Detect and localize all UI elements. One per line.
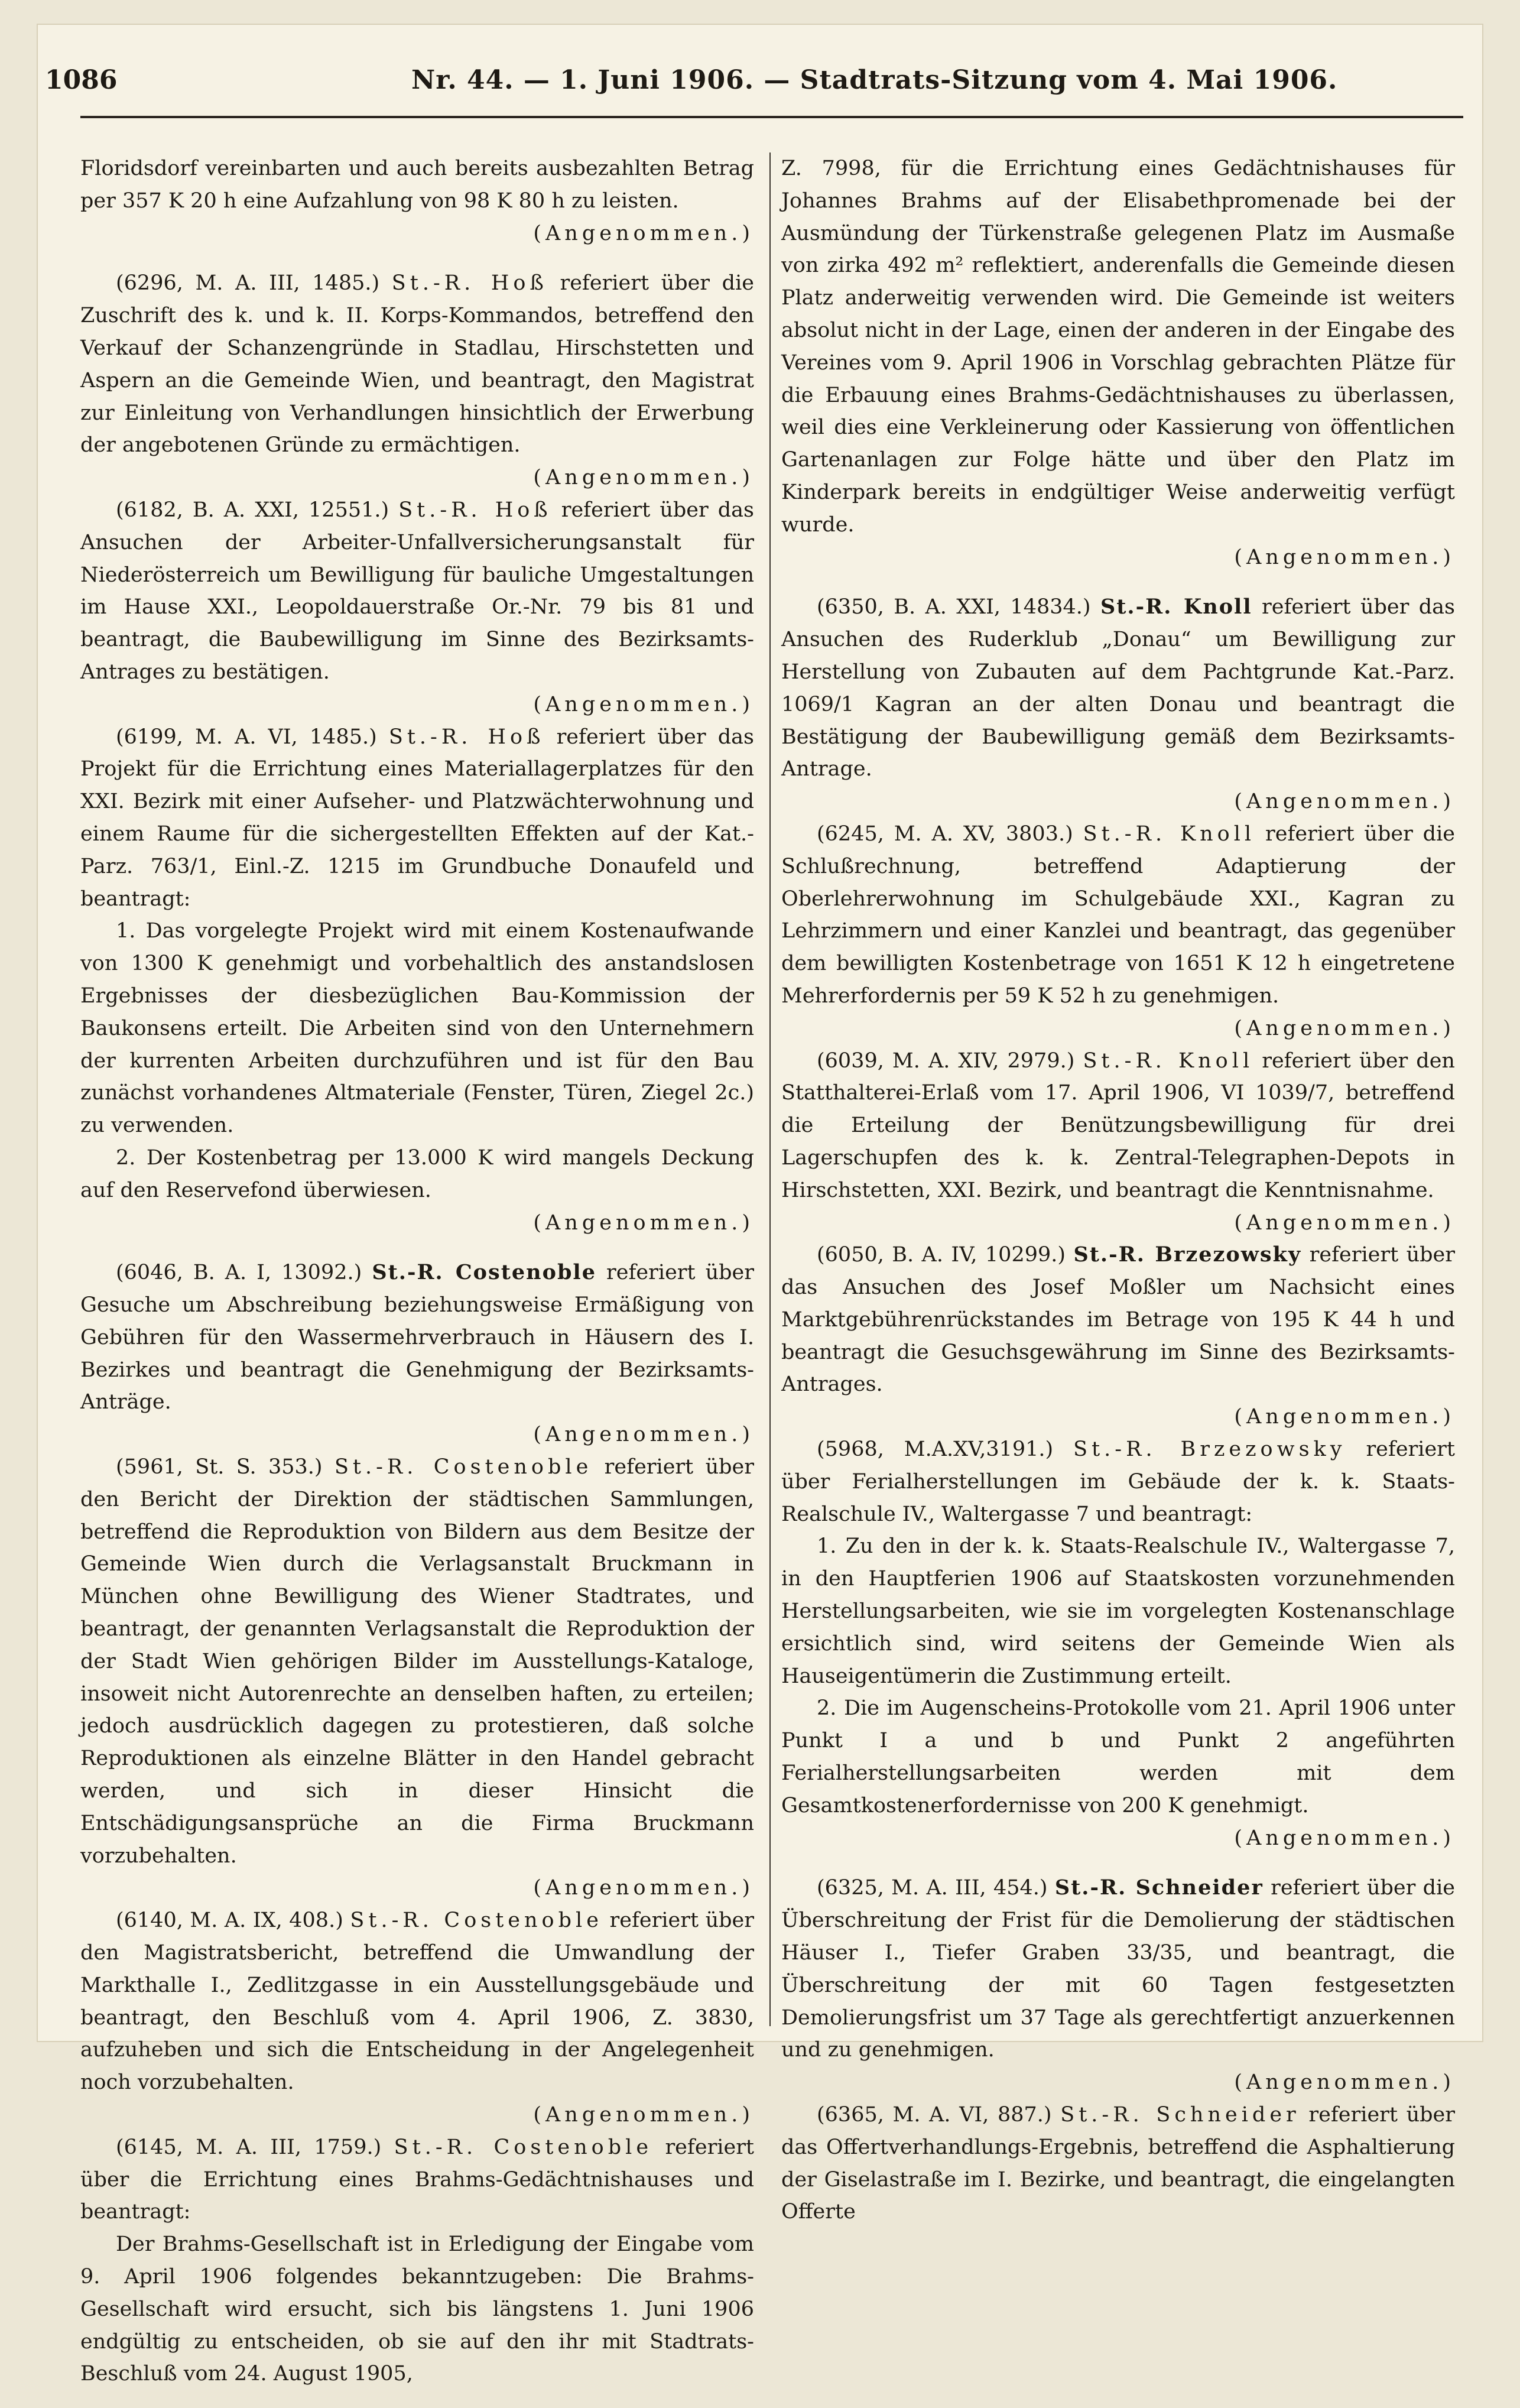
speaker-name: St.-R. Costenoble bbox=[394, 2135, 653, 2159]
continuation-paragraph bbox=[781, 152, 1455, 573]
resolution-paragraph bbox=[80, 1451, 754, 1904]
paragraph-text: referiert über das Ansuchen des Ruderklub „Donau“ um Bewilligung zur Herstellung von Zubauten auf dem Pachtgrunde Kat.-Parz. 1069/1 Kagran an der alten Donau und beantragt die Bestätigung der Baubewilligung gemäß dem Bezirksamts-Antrage. bbox=[781, 595, 1455, 781]
list-item: 1. Das vorgelegte Projekt wird mit einem Kostenaufwande von 1300 K genehmigt und vorbehaltlich des anstandslosen Ergebnisses der diesbezüglichen Bau-Kommission der Baukonsens erteilt. Die Arbeiten sind von den Unternehmern der kurrenten Arbeiten durchzuführen und ist für den Bau zunächst vorhandenes Altmateriale (Fenster, Türen, Ziegel 2c.) zu verwenden. bbox=[80, 919, 754, 1138]
list-item: 1. Zu den in der k. k. Staats-Realschule IV., Waltergasse 7, in den Hauptferien 1906 auf Staatskosten vorzunehmenden Herstellungsarbeiten, wie sie im vorgelegten Kostenanschlage ersichtlich sind, wird seitens der Gemeinde Wien als Hauseigentümerin die Zustimmung erteilt. bbox=[781, 1534, 1455, 1688]
header-rule bbox=[80, 116, 1463, 118]
paragraph-text: referiert über das Projekt für die Errichtung eines Materiallagerplatzes für den XXI. Bezirk mit einer Aufseher- und Platzwächterwohnung und einem Raume für die sichergestellten Effekten auf der Kat.-Parz. 763/1, Einl.-Z. 1215 im Grundbuche Donaufeld und beantragt: bbox=[80, 725, 754, 911]
file-reference: (6245, M. A. XV, 3803.) bbox=[817, 822, 1073, 846]
list-item: 2. Die im Augenscheins-Protokolle vom 21. April 1906 unter Punkt I a und b und Punkt 2 angeführten Ferialherstellungsarbeiten werden mit dem Gesamtkostenerfordernisse von 200 K genehmigt. bbox=[781, 1696, 1455, 1818]
status-accepted: (Angenommen.) bbox=[1234, 1211, 1455, 1235]
file-reference: (6050, B. A. IV, 10299.) bbox=[817, 1243, 1066, 1267]
speaker-name: St.-R. Schneider bbox=[1054, 1875, 1264, 1900]
file-reference: (6350, B. A. XXI, 14834.) bbox=[817, 595, 1091, 619]
paragraph-text: referiert über die Schlußrechnung, betreffend Adaptierung der Oberlehrerwohnung im Schulgebäude XXI., Kagran zu Lehrzimmern und einer Kanzlei und beantragt, das gegenüber dem bewilligten Kostenbetrage von 1651 K 12 h eingetretene Mehrerfordernis per 59 K 52 h zu genehmigen. bbox=[781, 822, 1455, 1008]
resolution-paragraph bbox=[781, 1045, 1455, 1239]
status-accepted: (Angenommen.) bbox=[533, 221, 754, 245]
speaker-name: St.-R. Brzezowsky bbox=[1073, 1437, 1346, 1462]
page-number: 1086 bbox=[45, 65, 118, 95]
file-reference: (6046, B. A. I, 13092.) bbox=[116, 1261, 362, 1285]
speaker-name: St.-R. Knoll bbox=[1083, 822, 1256, 846]
status-accepted: (Angenommen.) bbox=[1234, 545, 1455, 569]
speaker-name: St.-R. Schneider bbox=[1060, 2103, 1300, 2127]
paragraph-text: Z. 7998, für die Errichtung eines Gedächtnishauses für Johannes Brahms auf der Elisabethpromenade bei der Ausmündung der Türkenstraße gelegenen Platz im Ausmaße von zirka 492 m² reflektiert, anderenfalls die Gemeinde diesen Platz anderweitig verwenden wird. Die Gemeinde ist weiters absolut nicht in der Lage, einen der anderen in der Eingabe des Vereines vom 9. April 1906 in Vorschlag gebrachten Plätze für die Erbauung eines Brahms-Gedächtnishauses zu überlassen, weil dies eine Verkleinerung oder Kassierung von öffentlichen Gartenanlagen zur Folge hätte und über den Platz im Kinderpark bereits in endgültiger Weise anderweitig verfügt wurde. bbox=[781, 157, 1455, 537]
paragraph-text: referiert über den Statthalterei-Erlaß vom 17. April 1906, VI 1039/7, betreffend die Erteilung der Benützungsbewilligung für drei Lagerschupfen des k. k. Zentral-Telegraphen-Depots in Hirschstetten, XXI. Bezirk, und beantragt die Kenntnisnahme. bbox=[781, 1049, 1455, 1202]
status-accepted: (Angenommen.) bbox=[533, 2103, 754, 2127]
list-item: 2. Der Kostenbetrag per 13.000 K wird mangels Deckung auf den Reservefond überwiesen. bbox=[80, 1145, 754, 1202]
status-accepted: (Angenommen.) bbox=[533, 1876, 754, 1900]
speaker-name: St.-R. Hoß bbox=[398, 498, 552, 522]
status-accepted: (Angenommen.) bbox=[533, 692, 754, 716]
left-column bbox=[80, 152, 754, 2408]
paragraph-text: referiert über den Magistratsbericht, betreffend die Umwandlung der Markthalle I., Zedlitzgasse in ein Ausstellungsgebäude und beantragt, den Beschluß vom 4. April 1906, Z. 3830, aufzuheben und sich die Entscheidung in der Angelegenheit noch vorzubehalten. bbox=[80, 1909, 754, 2095]
column-divider bbox=[769, 152, 771, 2026]
status-accepted: (Angenommen.) bbox=[533, 1423, 754, 1447]
resolution-paragraph bbox=[80, 2131, 754, 2390]
paragraph-text: referiert über die Überschreitung der Frist für die Demolierung der städtischen Häuser I., Tiefer Graben 33/35, und beantragt, die Überschreitung der mit 60 Tagen festgesetzten Demolierungsfrist um 37 Tage als gerechtfertigt anzuerkennen und zu genehmigen. bbox=[781, 1876, 1455, 2062]
paragraph-text: referiert über Gesuche um Abschreibung beziehungsweise Ermäßigung von Gebühren für den Wassermehrverbrauch in Häusern des I. Bezirkes und beantragt die Genehmigung der Bezirksamts-Anträge. bbox=[80, 1261, 754, 1414]
paragraph-text: referiert über Ferialherstellungen im Gebäude der k. k. Staats-Realschule IV., Waltergasse 7 und beantragt: bbox=[781, 1437, 1455, 1526]
speaker-name: St.-R. Costenoble bbox=[334, 1455, 593, 1479]
file-reference: (5968, M.A.XV,3191.) bbox=[817, 1437, 1054, 1462]
resolution-paragraph bbox=[781, 1872, 1455, 2099]
file-reference: (6140, M. A. IX, 408.) bbox=[116, 1909, 343, 1933]
paragraph-text: referiert über die Zuschrift des k. und k. II. Korps-Kommandos, betreffend den Verkauf der Schanzengründe in Stadlau, Hirschstetten und Aspern an die Gemeinde Wien, und beantragt, den Magistrat zur Einleitung von Verhandlungen hinsichtlich der Erwerbung der angebotenen Gründe zu ermächtigen. bbox=[80, 271, 754, 457]
file-reference: (5961, St. S. 353.) bbox=[116, 1455, 323, 1479]
status-accepted: (Angenommen.) bbox=[1234, 1826, 1455, 1850]
speaker-name: St.-R. Hoß bbox=[388, 725, 545, 749]
file-reference: (6199, M. A. VI, 1485.) bbox=[116, 725, 377, 749]
status-accepted: (Angenommen.) bbox=[533, 1211, 754, 1235]
file-reference: (6182, B. A. XXI, 12551.) bbox=[116, 498, 389, 522]
resolution-paragraph bbox=[781, 2099, 1455, 2228]
file-reference: (6296, M. A. III, 1485.) bbox=[116, 271, 380, 296]
header-title: Nr. 44. — 1. Juni 1906. — Stadtrats-Sitzung vom 4. Mai 1906. bbox=[411, 65, 1338, 95]
resolution-paragraph bbox=[80, 721, 754, 1239]
paragraph-text: referiert über das Ansuchen der Arbeiter-Unfallversicherungsanstalt für Niederösterreich um Bewilligung für bauliche Umgestaltungen im Hause XXI., Leopoldauerstraße Or.-Nr. 79 bis 81 und beantragt, die Baubewilligung im Sinne des Bezirksamts-Antrages zu bestätigen. bbox=[80, 498, 754, 684]
speaker-name: St.-R. Costenoble bbox=[350, 1909, 603, 1933]
paragraph-text: Floridsdorf vereinbarten und auch bereits ausbezahlten Betrag per 357 K 20 h eine Aufzahlung von 98 K 80 h zu leisten. bbox=[80, 157, 754, 213]
paragraph-body: Der Brahms-Gesellschaft ist in Erledigung der Eingabe vom 9. April 1906 folgendes bekanntzugeben: Die Brahms-Gesellschaft wird ersucht, sich bis längstens 1. Juni 1906 endgültig zu entscheiden, ob sie auf den ihr mit Stadtrats-Beschluß vom 24. August 1905, bbox=[80, 2232, 754, 2386]
paragraph-text: referiert über das Ansuchen des Josef Moßler um Nachsicht eines Marktgebührenrückstandes im Betrage von 195 K 44 h und beantragt die Gesuchsgewährung im Sinne des Bezirksamts-Antrages. bbox=[781, 1243, 1455, 1397]
resolution-paragraph bbox=[781, 591, 1455, 818]
speaker-name: St.-R. Hoß bbox=[391, 271, 548, 296]
status-accepted: (Angenommen.) bbox=[1234, 1405, 1455, 1429]
file-reference: (6365, M. A. VI, 887.) bbox=[817, 2103, 1052, 2127]
status-accepted: (Angenommen.) bbox=[533, 466, 754, 490]
resolution-paragraph bbox=[781, 1433, 1455, 1854]
paragraph-text: referiert über das Offertverhandlungs-Ergebnis, betreffend die Asphaltierung der Giselastraße im I. Bezirke, und beantragt, die eingelangten Offerte bbox=[781, 2103, 1455, 2224]
resolution-paragraph bbox=[80, 494, 754, 721]
file-reference: (6325, M. A. III, 454.) bbox=[817, 1876, 1048, 1900]
resolution-paragraph bbox=[781, 818, 1455, 1045]
resolution-paragraph bbox=[80, 1257, 754, 1451]
speaker-name: St.-R. Knoll bbox=[1083, 1049, 1254, 1073]
paragraph-text: referiert über die Errichtung eines Brahms-Gedächtnishauses und beantragt: bbox=[80, 2135, 754, 2224]
speaker-name: St.-R. Costenoble bbox=[372, 1260, 596, 1285]
resolution-paragraph bbox=[781, 1239, 1455, 1433]
speaker-name: St.-R. Knoll bbox=[1100, 595, 1252, 619]
speaker-name: St.-R. Brzezowsky bbox=[1073, 1242, 1302, 1267]
status-accepted: (Angenommen.) bbox=[1234, 2071, 1455, 2095]
status-accepted: (Angenommen.) bbox=[1234, 790, 1455, 814]
continuation-paragraph bbox=[80, 152, 754, 249]
status-accepted: (Angenommen.) bbox=[1234, 1016, 1455, 1040]
page-header bbox=[45, 65, 1463, 112]
resolution-paragraph bbox=[80, 267, 754, 494]
file-reference: (6039, M. A. XIV, 2979.) bbox=[817, 1049, 1075, 1073]
right-column bbox=[781, 152, 1455, 2228]
file-reference: (6145, M. A. III, 1759.) bbox=[116, 2135, 382, 2159]
resolution-paragraph bbox=[80, 1904, 754, 2131]
paragraph-text: referiert über den Bericht der Direktion der städtischen Sammlungen, betreffend die Reproduktion von Bildern aus dem Besitze der Gemeinde Wien durch die Verlagsanstalt Bruckmann in München ohne Bewilligung des Wiener Stadtrates, und beantragt, der genannten Verlagsanstalt die Reproduktion der der Stadt Wien gehörigen Bilder im Ausstellungs-Kataloge, insoweit nicht Autorenrechte an denselben haften, zu erteilen; jedoch ausdrücklich dagegen zu protestieren, daß solche Reproduktionen als einzelne Blätter in den Handel gebracht werden, und sich in dieser Hinsicht die Entschädigungsansprüche an die Firma Bruckmann vorzubehalten. bbox=[80, 1455, 754, 1868]
